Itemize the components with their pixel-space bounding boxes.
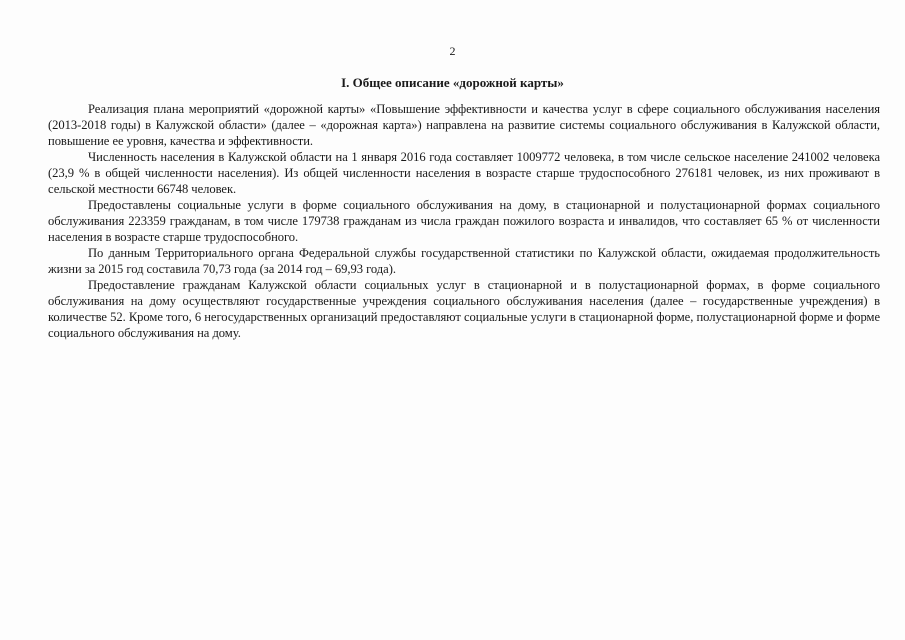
paragraph-roadmap-purpose: Реализация плана мероприятий «дорожной карты» «Повышение эффективности и качества услуг в сфере социального обслуживания населения (2013-2018 годы) в Калужской области» (далее – «дорожная карта») направлена на развитие системы социального обслуживания в Калужской области, повышение ее уровня, качества и эффективности. <box>48 102 880 148</box>
document-body <box>48 101 880 341</box>
page-number: 2 <box>449 44 456 58</box>
section-title: I. Общее описание «дорожной карты» <box>341 75 564 90</box>
paragraph-population: Численность населения в Калужской области на 1 января 2016 года составляет 1009772 человека, в том числе сельское население 241002 человека (23,9 % в общей численности населения). Из общей численности населения в возрасте старше трудоспособного 276181 человек, из них проживают в сельской местности 66748 человек. <box>48 150 880 196</box>
paragraph-life-expectancy: По данным Территориального органа Федеральной службы государственной статистики по Калужской области, ожидаемая продолжительность жизни за 2015 год составила 70,73 года (за 2014 год – 69,93 года). <box>48 246 880 276</box>
paragraph-social-services: Предоставлены социальные услуги в форме социального обслуживания на дому, в стационарной и полустационарной формах социального обслуживания 223359 гражданам, в том числе 179738 гражданам из числа граждан пожилого возраста и инвалидов, что составляет 65 % от численности населения в возрасте старше трудоспособного. <box>48 198 880 244</box>
paragraph-institutions: Предоставление гражданам Калужской области социальных услуг в стационарной и в полустационарной формах, в форме социального обслуживания на дому осуществляют государственные учреждения социального обслуживания населения (далее – государственные учреждения) в количестве 52. Кроме того, 6 негосударственных организаций предоставляют социальные услуги в стационарной форме, полустационарной форме и форме социального обслуживания на дому. <box>48 278 880 340</box>
